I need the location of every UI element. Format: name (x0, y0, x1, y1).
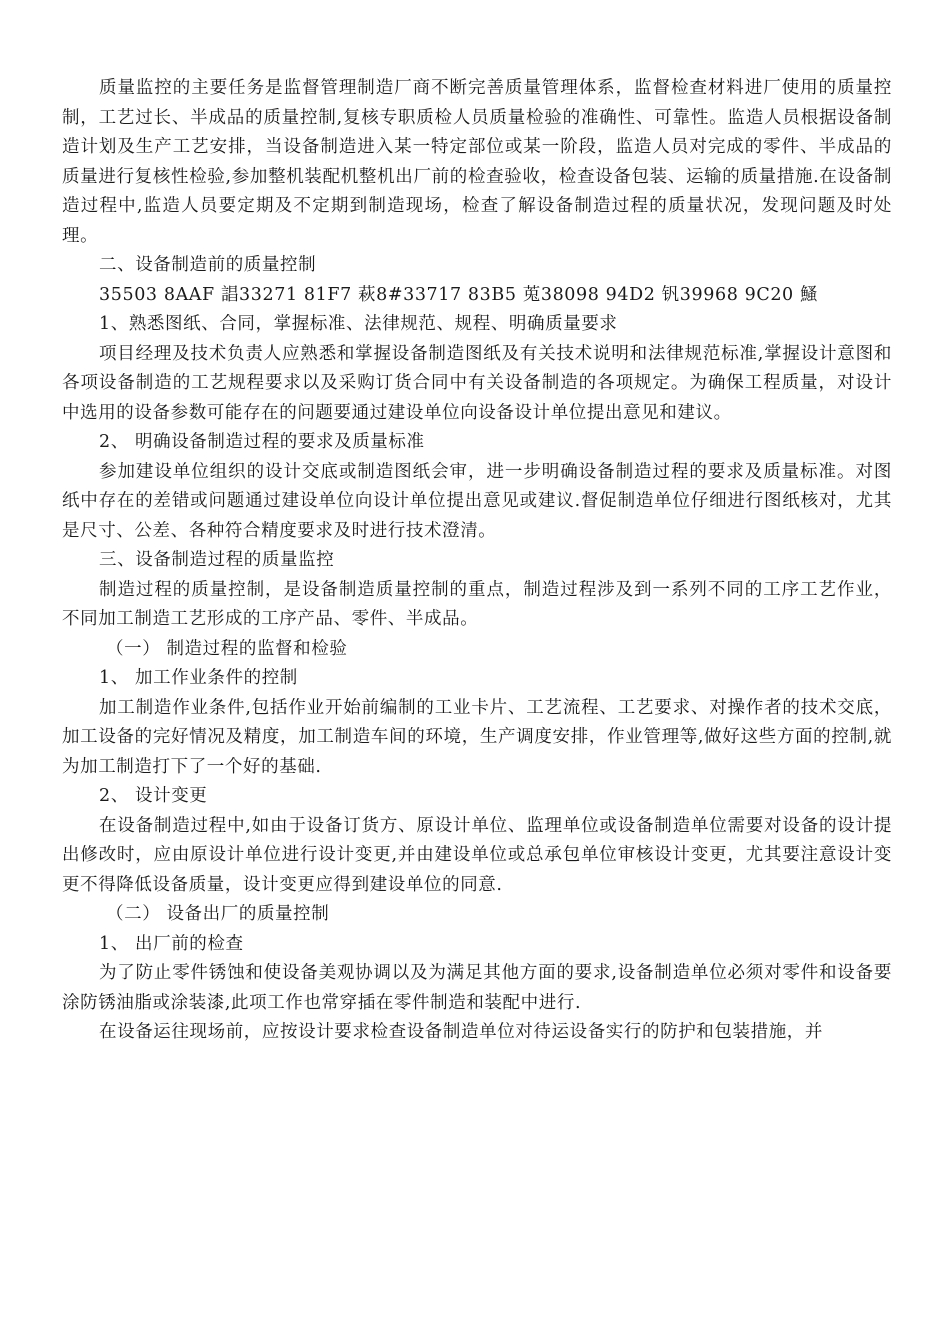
subheading-design-change: 2、 设计变更 (99, 786, 208, 806)
paragraph-project-manager: 项目经理及技术负责人应熟悉和掌握设备制造图纸及有关技术说明和法律规范标准,掌握设计意图和各项设备制造的工艺规程要求以及采购订货合同中有关设备制造的各项规定。为确保工程质量，对设计中选用的设备参数可能存在的问题要通过建设单位向设备设计单位提出意见和建议。 (62, 343, 892, 423)
subsection-heading-supervision: （一） 制造过程的监督和检验 (106, 638, 348, 659)
subheading-work-conditions: 1、 加工作业条件的控制 (99, 668, 298, 688)
section-heading-pre-manufacturing: 二、设备制造前的质量控制 (99, 255, 317, 275)
document-body (62, 74, 892, 1048)
paragraph-process-control: 制造过程的质量控制，是设备制造质量控制的重点，制造过程涉及到一系列不同的工序工艺作业，不同加工制造工艺形成的工序产品、零件、半成品。 (62, 579, 892, 629)
paragraph-rust-prevention: 为了防止零件锈蚀和使设备美观协调以及为满足其他方面的要求,设备制造单位必须对零件和设备要涂防锈油脂或涂装漆,此项工作也常穿插在零件制造和装配中进行. (62, 963, 892, 1013)
paragraph-design-review: 参加建设单位组织的设计交底或制造图纸会审，进一步明确设备制造过程的要求及质量标准。对图纸中存在的差错或问题通过建设单位向设计单位提出意见或建议.督促制造单位仔细进行图纸核对，尤其是尺寸、公差、各种符合精度要求及时进行技术澄清。 (62, 461, 892, 541)
subheading-pre-exit-check: 1、 出厂前的检查 (99, 933, 244, 954)
subheading-familiarize-drawings: 1、熟悉图纸、合同，掌握标准、法律规范、规程、明确质量要求 (99, 314, 618, 334)
section-heading-manufacturing-process: 三、设备制造过程的质量监控 (99, 550, 335, 570)
paragraph-quality-monitoring-task: 质量监控的主要任务是监督管理制造厂商不断完善质量管理体系，监督检查材料进厂使用的质量控制，工艺过长、半成品的质量控制,复核专职质检人员质量检验的准确性、可靠性。监造人员根据设备制造计划及生产工艺安排，当设备制造进入某一特定部位或某一阶段，监造人员对完成的零件、半成品的质量进行复核性检验,参加整机装配机整机出厂前的检查验收，检查设备包装、运输的质量措施.在设备制造过程中,监造人员要定期及不定期到制造现场，检查了解设备制造过程的质量状况，发现问题及时处理。 (62, 78, 892, 246)
code-line: 35503 8AAF 誯33271 81F7 萩8#33717 83B5 莵38098 94D2 钒39968 9C20 鰠 (99, 284, 819, 305)
subheading-clarify-requirements: 2、 明确设备制造过程的要求及质量标准 (99, 432, 425, 452)
paragraph-transport-check: 在设备运往现场前，应按设计要求检查设备制造单位对待运设备实行的防护和包装措施，并 (99, 1022, 823, 1042)
paragraph-work-conditions: 加工制造作业条件,包括作业开始前编制的工业卡片、工艺流程、工艺要求、对操作者的技术交底，加工设备的完好情况及精度，加工制造车间的环境，生产调度安排，作业管理等,做好这些方面的控制,就为加工制造打下了一个好的基础. (62, 697, 892, 777)
subsection-heading-factory-exit: （二） 设备出厂的质量控制 (106, 904, 330, 924)
paragraph-design-change: 在设备制造过程中,如由于设备订货方、原设计单位、监理单位或设备制造单位需要对设备的设计提出修改时，应由原设计单位进行设计变更,并由建设单位或总承包单位审核设计变更，尤其要注意设计变更不得降低设备质量，设计变更应得到建设单位的同意. (62, 815, 892, 895)
